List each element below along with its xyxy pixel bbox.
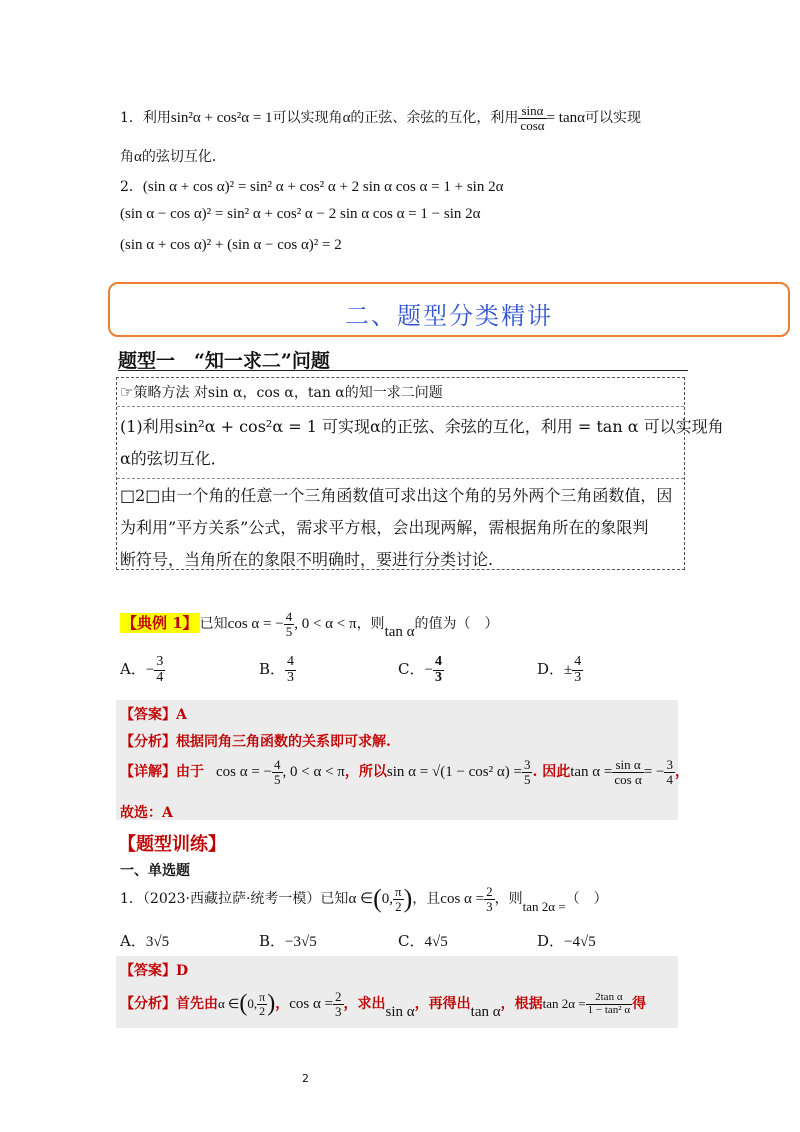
training-q1-int-fraction [393, 885, 404, 913]
training-analysis-cond-fraction [333, 990, 344, 1018]
training-q1-int-left: 0, [381, 891, 394, 907]
intro-line1-alpha: α [342, 110, 351, 127]
intro-formula1: (sin α + cos α)² = sin² α + cos² α + 2 sin α cos α = 1 + sin 2α [142, 179, 504, 195]
example1-option-c-fraction [433, 655, 444, 685]
example1-option-a-sign: − [145, 662, 155, 679]
training-q1-cond-num: 2 [486, 883, 493, 899]
training-analysis-end: 得 [632, 996, 647, 1013]
training-answer: 【答案】D [120, 963, 189, 979]
training-q1-option-c-letter: C． [398, 932, 425, 950]
intro-line1-frac-num: sinα [518, 104, 546, 119]
example1-option-c-letter: C． [398, 660, 425, 679]
example1-option-d-den: 3 [574, 669, 582, 685]
training-analysis-cond-num: 2 [335, 989, 342, 1004]
example1-option-a-fraction [154, 655, 165, 685]
training-q1-paren-left: ( [373, 884, 382, 913]
example1-option-c-sign: − [424, 662, 433, 679]
training-q1-int-den: 2 [395, 898, 402, 914]
training-q1-option-d [537, 930, 596, 951]
strategy-p2-line2: 为利用”平方关系”公式，需求平方根，会出现两解，需根据角所在的象限判 [120, 518, 649, 537]
intro-formula2: (sin α − cos α)² = sin² α + cos² α − 2 sin α cos α = 1 − sin 2α [120, 206, 481, 222]
example1-detail-mid: ，所以 [344, 764, 387, 781]
example1-detail-end: ， [674, 764, 689, 781]
intro-line2-start: 角 [120, 149, 134, 165]
training-q1-option-a [120, 930, 169, 951]
training-analysis-sep: ， [275, 996, 290, 1013]
intro-line1-frac-den: cosα [520, 117, 545, 133]
training-q1-cond: cos α = [440, 891, 485, 907]
example1-detail-cond-rhs: , 0 < α < π [282, 764, 345, 781]
training-subheading: 一、单选题 [120, 863, 190, 879]
example1-question [120, 609, 499, 641]
example1-detail-sin: sin α = √(1 − cos² α) = [386, 764, 522, 781]
example1-detail [120, 758, 689, 786]
hand-pointer-icon: ☞ [120, 383, 134, 401]
example1-detail-label: 【详解】由于 [120, 764, 204, 781]
training-analysis [120, 989, 647, 1021]
training-q1-option-c-value: 4√5 [424, 934, 448, 950]
example1-detail-cond-num: 4 [274, 757, 281, 772]
training-q1-option-a-letter: A． [120, 932, 146, 950]
training-analysis-formula-den: 1 − tan² α [587, 1003, 631, 1016]
intro-line1 [120, 104, 641, 132]
intro-line1-formula: sin²α + cos²α = 1 [170, 110, 273, 127]
intro-line2-alpha: α [134, 149, 142, 165]
training-analysis-formula-num: 2tan α [586, 992, 632, 1005]
section-header-box [108, 282, 790, 337]
example1-option-b-den: 3 [287, 669, 295, 685]
training-analysis-int-den: 2 [259, 1003, 266, 1018]
example1-detail-res-num: 3 [666, 757, 673, 772]
example1-answer: 【答案】A [120, 707, 187, 723]
example1-text-mid: ，则 [356, 616, 385, 633]
example1-detail-tan-num: sin α [612, 758, 643, 773]
example1-option-b-num: 4 [287, 654, 295, 669]
example1-detail-tan-eq: = − [643, 764, 665, 781]
training-q1-option-b-value: −3√5 [285, 934, 317, 950]
example1-cond-lhs: cos α = − [227, 616, 284, 633]
example1-target: tan α [384, 624, 415, 641]
training-analysis-mid2: ，再得出 [414, 996, 471, 1013]
example1-detail-res-den: 4 [666, 771, 673, 787]
example1-option-a-num: 3 [156, 654, 164, 669]
example1-choice: 故选：A [120, 805, 173, 821]
training-analysis-int-num: π [259, 990, 266, 1005]
training-q1-option-d-value: −4√5 [564, 934, 596, 950]
intro-formula3: (sin α + cos α)² + (sin α − cos α)² = 2 [120, 237, 342, 253]
example1-option-d-letter: D． [537, 660, 565, 679]
training-analysis-sin: sin α [385, 1004, 415, 1021]
strategy-divider-2 [117, 478, 684, 479]
training-analysis-formula-fraction [586, 992, 632, 1016]
training-analysis-paren-right: ) [267, 990, 276, 1017]
example1-detail-sin-num: 3 [523, 757, 531, 772]
training-q1 [120, 884, 608, 914]
example1-detail-result-fraction [664, 758, 675, 786]
example1-option-c-den: 3 [434, 669, 442, 685]
training-analysis-paren-left: ( [239, 990, 248, 1017]
training-analysis-cond: cos α = [289, 996, 334, 1013]
example1-detail-cond-den: 5 [274, 771, 281, 787]
intro-item2-label: 2． [120, 179, 143, 195]
example1-option-d-fraction [572, 655, 583, 685]
training-q1-option-b [259, 930, 317, 951]
type1-heading-underline [118, 370, 688, 371]
training-q1-paren-right: ) [403, 884, 413, 913]
training-analysis-label: 【分析】首先由 [120, 996, 218, 1013]
example1-cond-den: 5 [285, 623, 293, 639]
example1-cond-rhs: , 0 < α < π [294, 616, 357, 633]
example1-option-c-num: 4 [434, 654, 442, 669]
strategy-title: 策略方法 对sin α，cos α，tan α的知一求二问题 [133, 385, 443, 401]
example1-option-a [120, 655, 165, 685]
training-q1-mid: ，且 [412, 891, 441, 907]
training-q1-cond-fraction [484, 885, 495, 913]
example1-option-b-fraction [285, 655, 296, 685]
intro-line1-mid2: 的正弦、余弦的互化，利用 [350, 110, 519, 127]
training-q1-prefix: 1．（2023·西藏拉萨·统考一模）已知 [120, 891, 349, 907]
example1-detail-sin-den: 5 [523, 771, 531, 787]
training-analysis-int-left: 0, [247, 996, 258, 1012]
example1-option-d-num: 4 [574, 654, 582, 669]
training-analysis-int-fraction [257, 991, 267, 1017]
intro-item2 [120, 176, 503, 196]
training-analysis-mid: ，求出 [343, 996, 386, 1013]
example1-option-d [537, 655, 583, 685]
example1-label: 【典例 1】 [122, 614, 198, 633]
intro-line2 [120, 146, 226, 166]
example1-detail-tan-fraction [612, 758, 643, 786]
page-number: 2 [302, 1072, 309, 1085]
training-analysis-domain: α ∈ [218, 996, 240, 1012]
strategy-p1-line2: α的弦切互化． [120, 449, 227, 468]
training-q1-domain: α ∈ [348, 891, 374, 907]
example1-text-prefix: 已知 [199, 616, 228, 633]
training-analysis-tan: tan α [470, 1004, 501, 1021]
example1-option-b-letter: B． [259, 660, 286, 679]
training-q1-cond-den: 3 [486, 898, 493, 914]
strategy-p2-line3: 断符号，当角所在的象限不明确时，要进行分类讨论. [120, 550, 494, 569]
example1-detail-sin-fraction [522, 758, 533, 786]
example1-analysis: 【分析】根据同角三角函数的关系即可求解. [120, 734, 391, 750]
intro-line1-fraction [518, 104, 546, 132]
training-q1-option-a-value: 3√5 [145, 934, 170, 950]
strategy-p2-line1: □2□由一个角的任意一个三角函数值可求出这个角的另外两个三角函数值，因 [120, 486, 673, 505]
training-q1-int-num: π [395, 883, 402, 899]
intro-line1-prefix: 1．利用 [120, 110, 171, 127]
example1-cond-fraction [284, 610, 295, 638]
example1-option-b [259, 655, 296, 685]
example1-detail-cond: cos α = − [216, 764, 273, 781]
example1-option-d-sign: ± [564, 662, 573, 679]
training-heading: 【题型训练】 [118, 834, 226, 855]
example1-option-c [398, 655, 444, 685]
example1-detail-mid2: . 因此 [532, 764, 571, 781]
strategy-divider-1 [117, 406, 684, 407]
training-q1-mid2: ，则 [494, 891, 523, 907]
intro-line2-end: 的弦切互化． [141, 149, 226, 165]
section-title: 二、题型分类精讲 [345, 302, 553, 330]
example1-text-end: 的值为（ ） [414, 616, 499, 633]
example1-cond-num: 4 [285, 609, 293, 624]
training-q1-option-d-letter: D． [537, 932, 565, 950]
training-q1-target: tan 2α = [522, 899, 566, 914]
intro-line1-mid: 可以实现角 [272, 110, 343, 127]
strategy-title-row [120, 382, 443, 402]
training-q1-option-b-letter: B． [259, 932, 286, 950]
training-analysis-formula: tan 2α = [542, 996, 586, 1012]
strategy-p1-line1: (1)利用sin²α + cos²α = 1 可实现α的正弦、余弦的互化，利用 = tan α 可以实现角 [120, 417, 724, 436]
training-q1-option-c [398, 930, 448, 951]
type1-heading: 题型一 “知一求二”问题 [118, 350, 330, 372]
example1-option-a-den: 4 [156, 669, 164, 685]
example1-detail-cond-fraction [272, 758, 283, 786]
intro-line1-frac-rhs: = tanα [546, 110, 585, 127]
example1-detail-tan: tan α = [570, 764, 613, 781]
example1-option-a-letter: A． [120, 660, 146, 679]
training-analysis-mid3: ，根据 [500, 996, 543, 1013]
example1-detail-tan-den: cos α [614, 771, 642, 787]
training-q1-end: （ ） [565, 891, 608, 907]
intro-line1-end: 可以实现 [584, 110, 641, 127]
training-analysis-cond-den: 3 [335, 1003, 342, 1019]
